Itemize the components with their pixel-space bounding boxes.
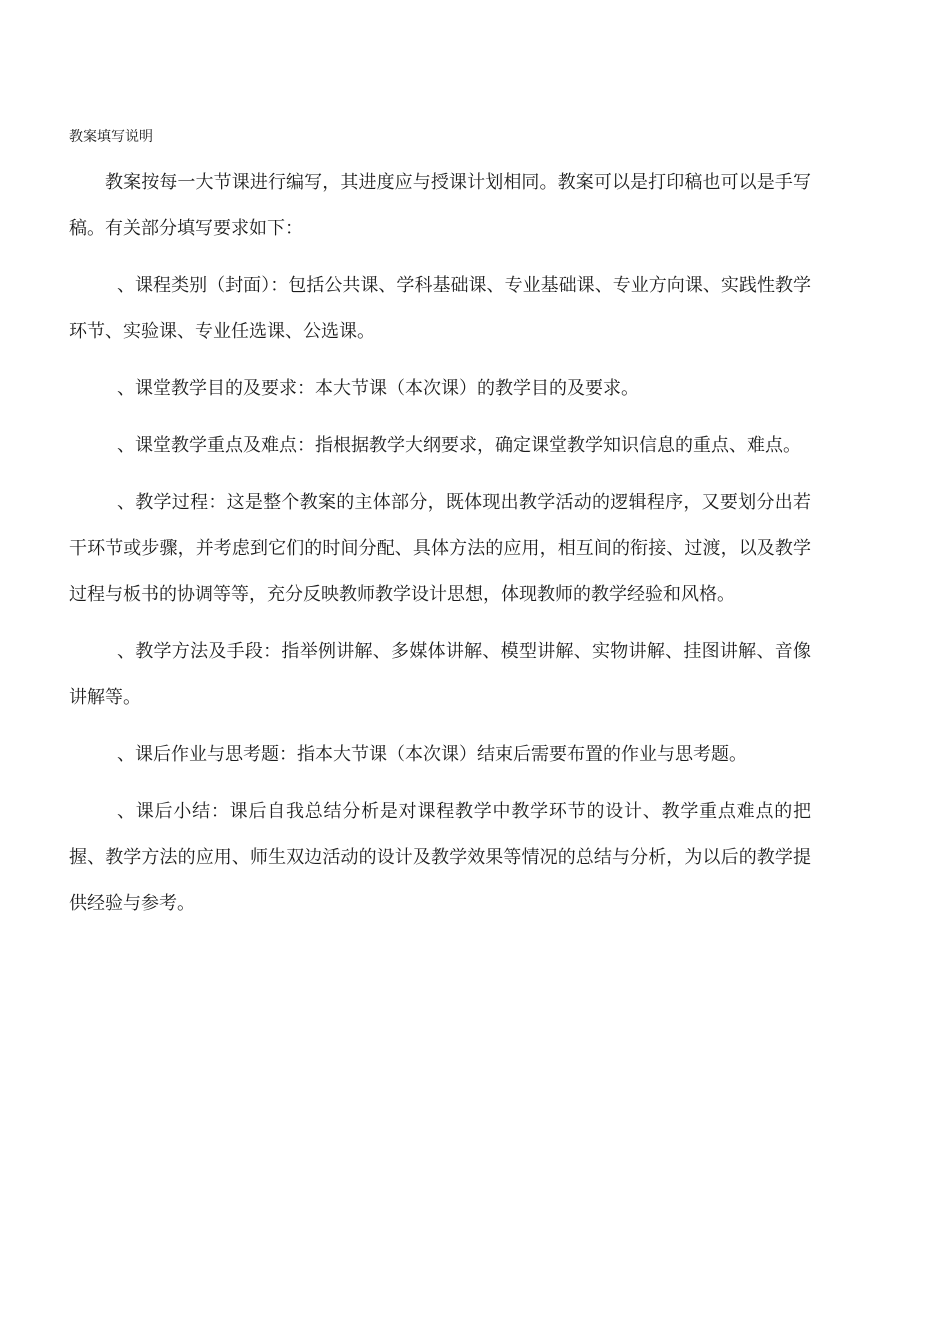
item-key-points-difficulties: 、课堂教学重点及难点：指根据教学大纲要求，确定课堂教学知识信息的重点、难点。 <box>117 435 801 456</box>
item-teaching-process: 、教学过程：这是整个教案的主体部分，既体现出教学活动的逻辑程序，又要划分出若干环节或步骤，并考虑到它们的时间分配、具体方法的应用，相互间的衔接、过渡，以及教学过程与板书的协调等等，充分反映教师教学设计思想，体现教师的教学经验和风格。 <box>69 492 811 605</box>
item-course-category: 、课程类别（封面）：包括公共课、学科基础课、专业基础课、专业方向课、实践性教学环节、实验课、专业任选课、公选课。 <box>69 275 811 342</box>
item-teaching-objectives: 、课堂教学目的及要求：本大节课（本次课）的教学目的及要求。 <box>117 378 639 399</box>
document-title: 教案填写说明 <box>69 129 153 145</box>
document-body <box>69 160 811 938</box>
item-homework: 、课后作业与思考题：指本大节课（本次课）结束后需要布置的作业与思考题。 <box>117 744 747 765</box>
item-teaching-methods: 、教学方法及手段：指举例讲解、多媒体讲解、模型讲解、实物讲解、挂图讲解、音像讲解等。 <box>69 641 811 708</box>
intro-paragraph: 教案按每一大节课进行编写，其进度应与授课计划相同。教案可以是打印稿也可以是手写稿。有关部分填写要求如下： <box>69 172 811 239</box>
item-post-class-summary: 、课后小结：课后自我总结分析是对课程教学中教学环节的设计、教学重点难点的把握、教学方法的应用、师生双边活动的设计及教学效果等情况的总结与分析，为以后的教学提供经验与参考。 <box>69 801 811 914</box>
